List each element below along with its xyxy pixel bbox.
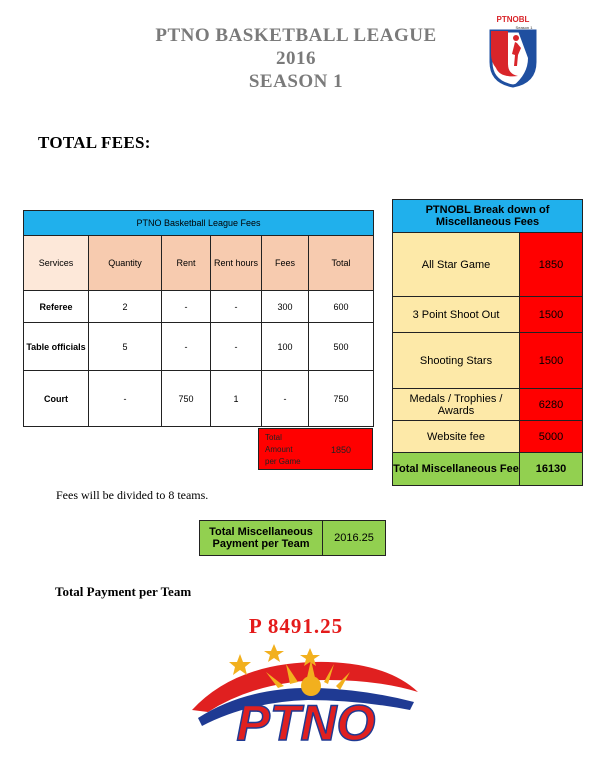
- total-amount-value: 1850: [331, 445, 352, 455]
- total-fees-heading: TOTAL FEES:: [38, 133, 151, 152]
- misc-item-value: 5000: [520, 421, 583, 453]
- ptnobl-badge-logo: [488, 14, 538, 88]
- row-rent-hours: -: [211, 323, 262, 371]
- badge-subtitle: Season 1: [515, 25, 533, 30]
- total-payment-amount: P 8491.25: [248, 614, 344, 638]
- misc-item-value: 6280: [520, 389, 583, 421]
- divided-note: Fees will be divided to 8 teams.: [56, 488, 209, 502]
- ptno-logo: [178, 640, 428, 752]
- row-rent: -: [162, 323, 211, 371]
- league-year: 2016: [276, 48, 316, 69]
- row-total: 500: [309, 323, 374, 371]
- total-amount-per-game: [258, 428, 373, 470]
- fees-table-title: PTNO Basketball League Fees: [24, 211, 374, 236]
- misc-item-label: All Star Game: [393, 233, 520, 297]
- misc-payment-per-team: [199, 520, 386, 556]
- misc-item-value: 1500: [520, 297, 583, 333]
- row-fees: -: [262, 371, 309, 427]
- row-rent-hours: -: [211, 291, 262, 323]
- badge-name: PTNOBL: [496, 15, 530, 24]
- total-amount-label: Total Amount per Game: [265, 433, 301, 466]
- table-row: [24, 291, 374, 323]
- table-row: [24, 323, 374, 371]
- league-fees-table: [23, 210, 374, 427]
- misc-fees-table: [392, 199, 583, 486]
- misc-item-label: Medals / Trophies / Awards: [393, 389, 520, 421]
- header-fees: Fees: [262, 236, 309, 291]
- row-quantity: -: [89, 371, 162, 427]
- row-service: Table officials: [24, 323, 89, 371]
- row-rent-hours: 1: [211, 371, 262, 427]
- row-service: Court: [24, 371, 89, 427]
- header-rent-hours: Rent hours: [211, 236, 262, 291]
- misc-total-label: Total Miscellaneous Fee: [393, 453, 520, 486]
- league-title: PTNO BASKETBALL LEAGUE: [155, 25, 437, 46]
- header-quantity: Quantity: [89, 236, 162, 291]
- header-total: Total: [309, 236, 374, 291]
- misc-total-value: 16130: [520, 453, 583, 486]
- misc-item-value: 1850: [520, 233, 583, 297]
- row-fees: 100: [262, 323, 309, 371]
- table-row: [24, 371, 374, 427]
- row-total: 600: [309, 291, 374, 323]
- list-item: [393, 297, 583, 333]
- misc-item-label: 3 Point Shoot Out: [393, 297, 520, 333]
- list-item: [393, 233, 583, 297]
- total-payment-heading: Total Payment per Team: [55, 584, 192, 599]
- row-fees: 300: [262, 291, 309, 323]
- row-service: Referee: [24, 291, 89, 323]
- misc-table-title: PTNOBL Break down of Miscellaneous Fees: [393, 200, 583, 233]
- misc-item-label: Shooting Stars: [393, 333, 520, 389]
- row-quantity: 5: [89, 323, 162, 371]
- logo-wordmark: PTNO: [236, 695, 376, 751]
- row-rent: 750: [162, 371, 211, 427]
- misc-item-value: 1500: [520, 333, 583, 389]
- row-rent: -: [162, 291, 211, 323]
- misc-payment-value: 2016.25: [323, 521, 386, 556]
- list-item: [393, 333, 583, 389]
- row-quantity: 2: [89, 291, 162, 323]
- misc-item-label: Website fee: [393, 421, 520, 453]
- header-rent: Rent: [162, 236, 211, 291]
- misc-payment-label: Total Miscellaneous Payment per Team: [200, 521, 323, 556]
- header-services: Services: [24, 236, 89, 291]
- list-item: [393, 421, 583, 453]
- row-total: 750: [309, 371, 374, 427]
- league-season: SEASON 1: [248, 71, 344, 92]
- list-item: [393, 389, 583, 421]
